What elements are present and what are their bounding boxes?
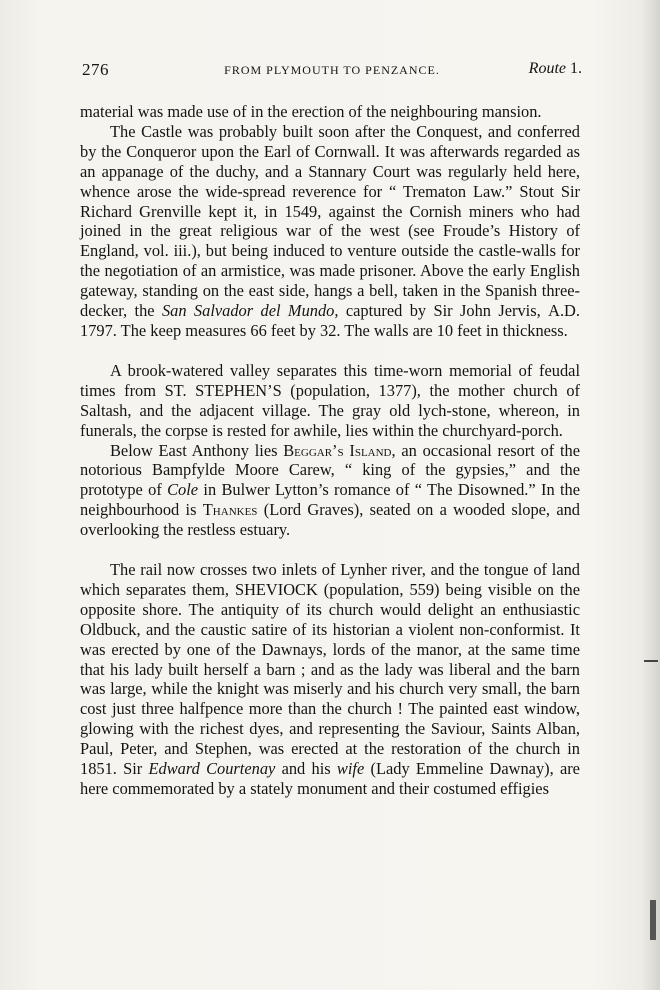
page-number: 276 [82, 60, 109, 79]
beggar-text-d: (Lord Graves), seated on a wooded slope, and overlooking the restless estuary. [80, 500, 580, 540]
sheviock-text-c: (Lady Emmeline Dawnay), are here commemorated by a stately monument and their costumed effigies [80, 759, 580, 798]
wife-word: wife [336, 759, 365, 779]
body-text [80, 102, 580, 799]
edge-mark-lower [650, 900, 656, 940]
cole-name: Cole [167, 480, 199, 500]
beggar-text-c: in Bulwer Lytton’s romance of “ The Disowned.” In the neighbourhood is [80, 480, 580, 520]
route-word: Route [528, 60, 566, 77]
paragraph-mansion: material was made use of in the erection of the neighbouring mansion. [80, 102, 542, 121]
beggar-text-b: an occasional resort of the notorious Bampfylde Moore Carew, “ king of the gypsies,” and the prototype of [80, 440, 580, 500]
beggars-island-name: Beggar’s Island, [283, 440, 396, 460]
edward-courtenay-name: Edward Courtenay [148, 759, 276, 779]
edge-mark [644, 660, 658, 662]
castle-text-b: captured by Sir John Jervis, [345, 301, 541, 321]
sheviock-text-a: The rail now crosses two inlets of Lynher river, and the tongue of land which separates them, SHEVIOCK (population, 559) being visible on the opposite shore. The antiquity of its church would delight an enthusiastic Oldbuck, and the caustic satire of its historian a violent non-conformist. It was erected by one of the Dawnays, lords of the manor, at the same time that his lady built herself a barn ; and as the lady was liberal and the barn was large, while the knight was miserly and his church very small, the barn cost just three halfpence more than the church ! The painted east window, glowing with the richest dyes, and representing the Saviour, Saints Alban, Paul, Peter, and Stephen, was erected at the restoration of the church in 1851. Sir [80, 560, 580, 779]
castle-text-a: The Castle was probably built soon after the Conquest, and conferred by the Conqueror upon the Earl of Cornwall. It was afterwards regarded as an appanage of the duchy, and a Stannary Court was regularly held here, whence arose the wide-spread reverence for “ Trematon Law.” Stout Sir Richard Grenville kept it, in 1549, against the Cornish miners who had joined in the great religious war of the west (see Froude’s History of England, vol. iii.), but being induced to venture outside the castle-walls for the negotiation of an armistice, was made prisoner. Above the early English gateway, standing on the east side, hangs a bell, taken in the Spanish three-decker, the [80, 121, 580, 321]
running-title: FROM PLYMOUTH TO PENZANCE. [224, 63, 440, 77]
binding-shadow [642, 0, 660, 990]
paragraph-beggars-island [80, 441, 580, 541]
thankes-name: Thankes [202, 500, 258, 520]
sheviock-text-b: and his [281, 759, 331, 779]
route-number: 1. [570, 60, 582, 77]
ship-name: San Salvador del Mundo, [161, 301, 339, 321]
paragraph-castle [80, 122, 580, 341]
beggar-text-a: Below East Anthony lies [110, 440, 278, 460]
anno-domini: A.D. [548, 301, 580, 321]
paragraph-sheviock [80, 560, 580, 799]
route-label [529, 60, 582, 78]
running-head [82, 60, 582, 82]
paragraph-st-stephens: A brook-watered valley separates this time-worn memorial of feudal times from ST. STEPHEN’S (population, 1377), the mother church of Saltash, and the adjacent village. The gray old lych-stone, whereon, in funerals, the corpse is rested for awhile, lies within the churchyard-porch. [80, 360, 580, 440]
castle-text-c: 1797. The keep measures 66 feet by 32. The walls are 10 feet in thickness. [80, 320, 568, 340]
